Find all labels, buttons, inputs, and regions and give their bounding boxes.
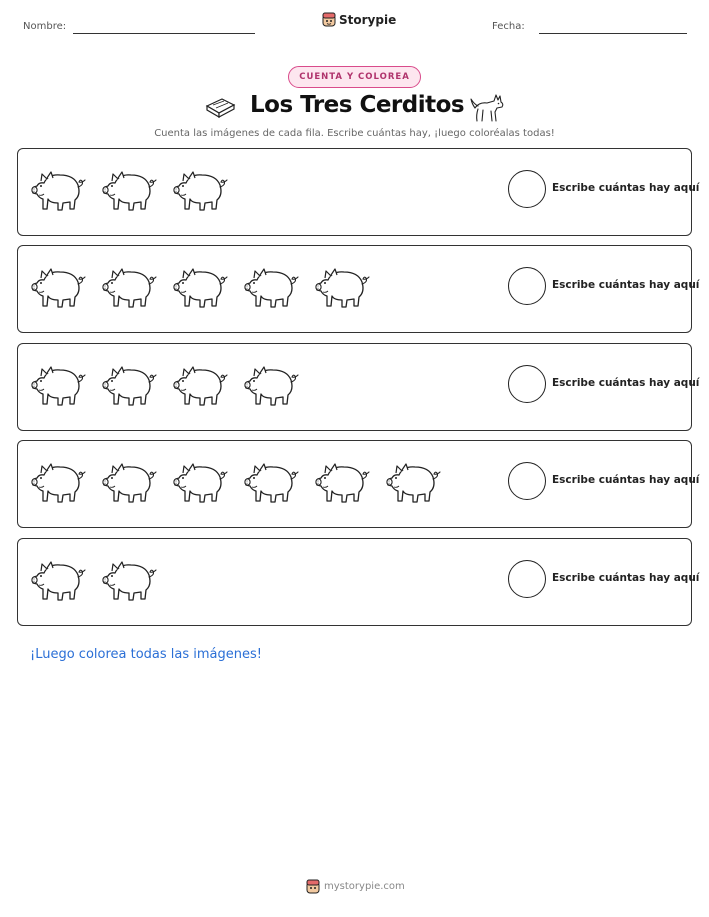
pig-icon	[30, 555, 101, 605]
page-title: Los Tres Cerditos	[250, 92, 465, 118]
pig-group	[30, 165, 243, 215]
pig-icon	[101, 555, 172, 605]
pig-icon	[243, 262, 314, 312]
count-row	[17, 148, 700, 236]
pig-icon	[314, 262, 385, 312]
pig-icon	[101, 457, 172, 507]
pig-icon	[243, 457, 314, 507]
pig-group	[30, 555, 172, 605]
pig-icon	[30, 262, 101, 312]
count-row	[17, 245, 700, 333]
activity-badge: CUENTA Y COLOREA	[288, 66, 421, 88]
answer-label: Escribe cuántas hay aquí	[552, 377, 700, 389]
count-row	[17, 538, 700, 626]
answer-label: Escribe cuántas hay aquí	[552, 572, 700, 584]
name-field[interactable]	[73, 33, 255, 34]
pig-icon	[172, 457, 243, 507]
storypie-logo-icon	[322, 12, 336, 27]
pig-icon	[243, 360, 314, 410]
count-row	[17, 343, 700, 431]
answer-label: Escribe cuántas hay aquí	[552, 279, 700, 291]
worksheet-header	[0, 0, 709, 40]
answer-circle[interactable]	[508, 365, 546, 403]
pig-icon	[30, 457, 101, 507]
footer-brand	[306, 879, 405, 894]
answer-label: Escribe cuántas hay aquí	[552, 474, 700, 486]
pig-icon	[314, 457, 385, 507]
wolf-icon	[470, 90, 506, 124]
pig-icon	[172, 165, 243, 215]
date-field[interactable]	[539, 33, 687, 34]
pig-icon	[101, 165, 172, 215]
title-row	[0, 90, 709, 126]
date-label: Fecha:	[492, 21, 525, 32]
brick-icon	[204, 96, 236, 118]
pig-icon	[101, 262, 172, 312]
pig-icon	[172, 262, 243, 312]
answer-circle[interactable]	[508, 462, 546, 500]
pig-group	[30, 262, 385, 312]
answer-circle[interactable]	[508, 170, 546, 208]
pig-icon	[385, 457, 456, 507]
answer-circle[interactable]	[508, 560, 546, 598]
storypie-logo-icon	[306, 879, 320, 894]
footer-url: mystorypie.com	[324, 881, 405, 892]
brand-name: Storypie	[339, 12, 397, 27]
pig-icon	[172, 360, 243, 410]
pig-icon	[30, 165, 101, 215]
pig-icon	[101, 360, 172, 410]
name-label: Nombre:	[23, 21, 67, 32]
count-row	[17, 440, 700, 528]
instructions: Cuenta las imágenes de cada fila. Escribe cuántas hay, ¡luego coloréalas todas!	[154, 128, 555, 139]
pig-group	[30, 457, 456, 507]
answer-circle[interactable]	[508, 267, 546, 305]
footer-note: ¡Luego colorea todas las imágenes!	[30, 647, 262, 662]
pig-icon	[30, 360, 101, 410]
answer-label: Escribe cuántas hay aquí	[552, 182, 700, 194]
pig-group	[30, 360, 314, 410]
brand	[322, 12, 396, 27]
